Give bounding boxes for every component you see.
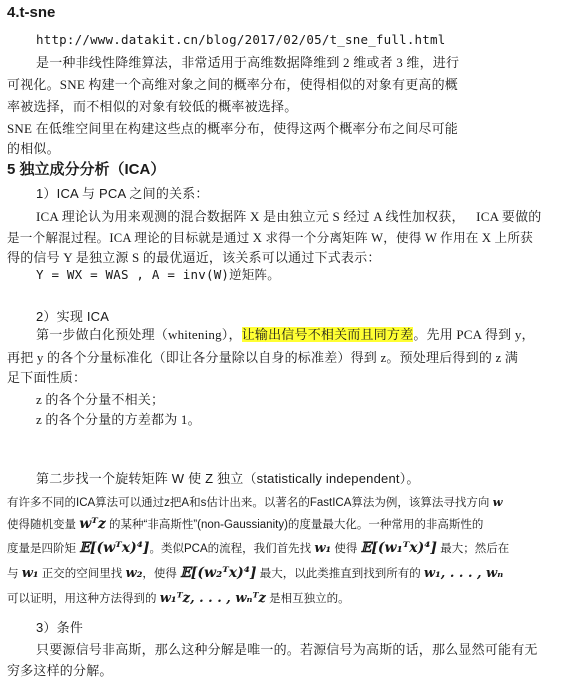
fastica-text: 是相互独立的。 [269, 593, 350, 605]
tsne-text-line: SNE 在低维空间里在构建这些点的概率分布，使得这两个概率分布之间尽可能 [7, 121, 459, 136]
ica-text-line: 得的信号 Y 是独立源 S 的最优逼近，该关系可以通过下式表示： [7, 250, 381, 265]
subheading-implement: 2）实现 ICA [36, 309, 110, 324]
fastica-text: 使得 [334, 543, 358, 555]
step1-line: 足下面性质： [7, 370, 87, 385]
fastica-line [7, 565, 503, 581]
subheading-relation: 1）ICA 与 PCA 之间的关系： [36, 186, 209, 201]
math-w2: w₂ [125, 566, 143, 581]
highlighted-text: 让输出信号不相关而且同方差 [241, 327, 414, 342]
tsne-text-line: 可视化。SNE 构建一个高维对象之间的概率分布，使得相似的对象有更高的概 [7, 77, 459, 92]
step1-line: 再把 y 的各个分量标准化（即让各分量除以自身的标准差）得到 z。预处理后得到的 z 满 [7, 350, 519, 365]
math-wTz: wᵀz [79, 516, 106, 532]
fastica-text: 。类似PCA的流程，我们首先找 [149, 543, 312, 555]
fastica-text: 最大；然后在 [440, 543, 510, 555]
math-kurtosis-w1: 𝔼[(w₁ᵀx)⁴] [360, 540, 438, 556]
tsne-text-line: 率被选择，而不相似的对象有较低的概率被选择。 [7, 99, 298, 114]
tsne-text-line: 是一种非线性降维算法，非常适用于高维数据降维到 2 维或者 3 维，进行 [36, 55, 460, 70]
section-heading-ica: 5 独立成分分析（ICA） [7, 161, 166, 178]
fastica-text: 最大，以此类推直到找到所有的 [259, 568, 421, 580]
ica-text-part: ICA 要做的 [476, 209, 542, 224]
ica-text-line [36, 206, 542, 225]
section-heading-tsne: 4.t-sne [7, 4, 56, 21]
fastica-text: 使得随机变量 [7, 519, 76, 531]
fastica-text: ，使得 [142, 568, 177, 580]
fastica-line [7, 494, 502, 510]
math-w1: w₁ [314, 541, 332, 556]
step1-line [36, 324, 535, 343]
ica-formula: Y = WX = WAS , A = inv(W)逆矩阵。 [36, 267, 280, 282]
fastica-text: 有许多不同的ICA算法可以通过z把A和s估计出来。以著名的FastICA算法为例，该算法寻找方向 [7, 497, 490, 509]
step2-line: 第二步找一个旋转矩阵 W 使 Z 独立（statistically independent）。 [36, 471, 420, 486]
step1-text: 第一步做白化预处理（whitening）， [36, 327, 242, 342]
fastica-text: 的某种“非高斯性”(non-Gaussianity)的度量最大化。一种常用的非高斯性的 [108, 519, 484, 531]
condition-line: 穷多这样的分解。 [7, 663, 113, 678]
math-w-list: w₁, . . . , wₙ [423, 566, 504, 581]
fastica-text: 可以证明，用这种方法得到的 [7, 593, 157, 605]
fastica-text: 正交的空间里找 [41, 568, 123, 580]
ica-text-line: 是一个解混过程。ICA 理论的目标就是通过 X 求得一个分离矩阵 W，使得 W 作用在 X 上所获 [7, 231, 533, 245]
fastica-line [7, 516, 483, 532]
math-z-list: w₁ᵀz, . . . , wₙᵀz [159, 591, 266, 606]
math-kurtosis-w2: 𝔼[(w₂ᵀx)⁴] [180, 565, 257, 581]
property-item: z 的各个分量的方差都为 1。 [36, 412, 201, 427]
subheading-condition: 3）条件 [36, 620, 84, 635]
condition-line: 只要源信号非高斯，那么这种分解是唯一的。若源信号为高斯的话，那么显然可能有无 [36, 642, 538, 657]
fastica-text: 度量是四阶矩 [7, 543, 76, 555]
step1-text: 。先用 PCA 得到 y， [413, 327, 535, 342]
tsne-text-line: 的相似。 [7, 141, 60, 156]
math-w1: w₁ [21, 566, 39, 581]
fastica-text: 与 [7, 568, 19, 580]
ica-text-part: ICA 理论认为用来观测的混合数据阵 X 是由独立元 S 经过 A 线性加权获， [36, 209, 465, 224]
fastica-line [7, 540, 509, 556]
property-item: z 的各个分量不相关； [36, 392, 165, 407]
math-w: w [492, 495, 503, 509]
fastica-line [7, 590, 350, 606]
math-kurtosis: 𝔼[(wᵀx)⁴] [79, 540, 150, 556]
tsne-url: http://www.datakit.cn/blog/2017/02/05/t_sne_full.html [36, 32, 446, 47]
